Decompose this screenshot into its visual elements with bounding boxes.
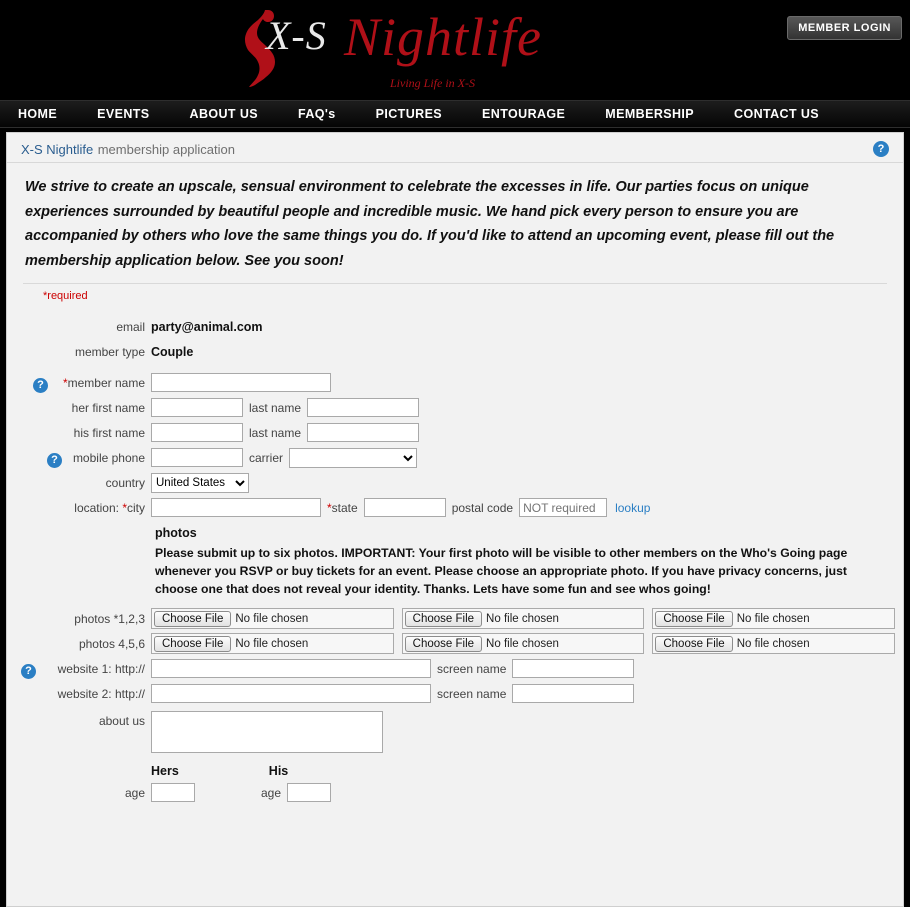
photos-123-label bbox=[7, 612, 151, 626]
carrier-select[interactable] bbox=[289, 448, 417, 468]
member-login-button[interactable]: MEMBER LOGIN bbox=[787, 16, 902, 40]
email-label: email bbox=[116, 319, 145, 334]
member-type-value: Couple bbox=[151, 344, 194, 359]
application-page bbox=[6, 132, 904, 907]
photo-6-file-cell[interactable] bbox=[652, 633, 895, 654]
website-2-label: website 2: http:// bbox=[57, 686, 145, 701]
postal-code-label: postal code bbox=[451, 500, 514, 515]
photo-5-file-cell[interactable] bbox=[402, 633, 645, 654]
her-first-name-label: her first name bbox=[71, 400, 145, 415]
row-website-1 bbox=[7, 656, 903, 681]
her-last-name-label: last name bbox=[249, 400, 302, 415]
website-1-label bbox=[7, 662, 151, 676]
site-logo[interactable] bbox=[232, 2, 552, 98]
city-required-star: * bbox=[122, 500, 127, 515]
nav-item-home[interactable]: HOME bbox=[18, 107, 58, 121]
her-last-name-input[interactable] bbox=[307, 398, 419, 417]
photos-section-heading: photos bbox=[155, 526, 197, 540]
photo-2-choose-file-button[interactable]: Choose File bbox=[405, 611, 482, 627]
row-email bbox=[7, 314, 903, 339]
photos-instructions: Please submit up to six photos. IMPORTANT: Your first photo will be visible to other members on the Who's Going page whenever you RSVP or buy tickets for an event. Please choose an appropriate photo. If you have privacy concerns, just choose one that does not reveal your identity. Thanks. Lets have some fun and see whos going! bbox=[155, 546, 848, 596]
his-last-name-input[interactable] bbox=[307, 423, 419, 442]
her-age-label: age bbox=[124, 785, 145, 800]
screen-name-2-input[interactable] bbox=[512, 684, 634, 703]
gender-column-headers bbox=[7, 764, 903, 778]
row-mobile-phone bbox=[7, 445, 903, 470]
logo-tagline: Living Life in X-S bbox=[390, 76, 475, 90]
hers-column-heading: Hers bbox=[151, 764, 179, 778]
photos-123-label-text: photos *1,2,3 bbox=[74, 611, 145, 626]
his-first-name-label: his first name bbox=[73, 425, 145, 440]
mobile-phone-label bbox=[7, 451, 151, 465]
page-title: membership application bbox=[97, 142, 235, 157]
member-name-input[interactable] bbox=[151, 373, 331, 392]
nav-item-pictures[interactable]: PICTURES bbox=[375, 107, 443, 121]
his-age-label: age bbox=[260, 785, 281, 800]
help-icon-member-name[interactable]: ? bbox=[33, 378, 48, 393]
photo-5-choose-file-button[interactable]: Choose File bbox=[405, 636, 482, 652]
photo-4-file-cell[interactable] bbox=[151, 633, 394, 654]
photo-1-file-cell[interactable] bbox=[151, 608, 394, 629]
country-label: country bbox=[105, 475, 145, 490]
row-his-name bbox=[7, 420, 903, 445]
page-titlebar bbox=[7, 133, 903, 163]
location-label-text: location: bbox=[74, 500, 119, 515]
help-icon-website[interactable]: ? bbox=[21, 664, 36, 679]
row-country bbox=[7, 470, 903, 495]
his-first-name-input[interactable] bbox=[151, 423, 243, 442]
carrier-label: carrier bbox=[249, 450, 284, 465]
main-navigation bbox=[0, 100, 910, 128]
website-1-label-text: website 1: http:// bbox=[57, 661, 145, 676]
required-note: *required bbox=[23, 283, 887, 302]
nav-item-about-us[interactable]: ABOUT US bbox=[189, 107, 259, 121]
site-header bbox=[0, 0, 910, 100]
page-brand: X-S Nightlife bbox=[21, 142, 94, 157]
logo-text-nightlife: Nightlife bbox=[344, 7, 542, 67]
his-age-input[interactable] bbox=[287, 783, 331, 802]
photo-6-file-name: No file chosen bbox=[736, 637, 810, 650]
photo-3-file-cell[interactable] bbox=[652, 608, 895, 629]
nav-item-membership[interactable]: MEMBERSHIP bbox=[605, 107, 695, 121]
photo-6-choose-file-button[interactable]: Choose File bbox=[655, 636, 732, 652]
screen-name-1-label: screen name bbox=[437, 661, 507, 676]
state-required-star: * bbox=[327, 500, 332, 515]
mobile-phone-label-text: mobile phone bbox=[72, 450, 145, 465]
her-first-name-input[interactable] bbox=[151, 398, 243, 417]
state-input[interactable] bbox=[364, 498, 446, 517]
state-label-text: state bbox=[331, 500, 358, 515]
his-column-heading: His bbox=[268, 764, 289, 778]
about-us-textarea[interactable] bbox=[151, 711, 383, 753]
row-her-name bbox=[7, 395, 903, 420]
country-select[interactable] bbox=[151, 473, 249, 493]
row-photos-456 bbox=[7, 631, 903, 656]
website-2-input[interactable] bbox=[151, 684, 431, 703]
photo-3-file-name: No file chosen bbox=[736, 612, 810, 625]
state-label bbox=[321, 501, 364, 515]
photos-456-label: photos 4,5,6 bbox=[78, 636, 145, 651]
intro-text: We strive to create an upscale, sensual environment to celebrate the excesses in life. Our parties focus on unique experiences surrounded by beautiful people and incredible music. We hand pick every person to ensure you are accompanied by others who love the same things you do. If you'd like to attend an upcoming event, please fill out the membership application below. See you soon! bbox=[25, 179, 835, 269]
postal-code-input[interactable] bbox=[519, 498, 607, 517]
nav-item-events[interactable]: EVENTS bbox=[97, 107, 150, 121]
about-us-label: about us bbox=[98, 714, 145, 728]
photo-3-choose-file-button[interactable]: Choose File bbox=[655, 611, 732, 627]
member-name-label bbox=[7, 376, 151, 390]
screen-name-1-input[interactable] bbox=[512, 659, 634, 678]
his-last-name-label: last name bbox=[249, 425, 302, 440]
help-icon-mobile-phone[interactable]: ? bbox=[47, 453, 62, 468]
photo-2-file-name: No file chosen bbox=[486, 612, 559, 625]
logo-text-xs: X-S bbox=[266, 13, 327, 58]
row-website-2 bbox=[7, 681, 903, 706]
membership-form bbox=[7, 302, 903, 805]
email-value: party@animal.com bbox=[151, 319, 263, 334]
row-age bbox=[7, 780, 903, 805]
screen-name-2-label: screen name bbox=[437, 686, 507, 701]
nav-item-contact-us[interactable]: CONTACT US bbox=[734, 107, 820, 121]
nav-item-entourage[interactable]: ENTOURAGE bbox=[482, 107, 566, 121]
lookup-link[interactable]: lookup bbox=[615, 500, 651, 515]
her-age-input[interactable] bbox=[151, 783, 195, 802]
required-star: * bbox=[62, 375, 68, 390]
website-1-input[interactable] bbox=[151, 659, 431, 678]
photo-1-choose-file-button[interactable]: Choose File bbox=[154, 611, 231, 627]
row-photos-123 bbox=[7, 606, 903, 631]
help-icon[interactable]: ? bbox=[873, 141, 889, 157]
row-member-type bbox=[7, 339, 903, 364]
member-name-label-text: member name bbox=[67, 375, 145, 390]
photo-2-file-cell[interactable] bbox=[402, 608, 645, 629]
photo-4-choose-file-button[interactable]: Choose File bbox=[154, 636, 231, 652]
city-input[interactable] bbox=[151, 498, 321, 517]
photo-5-file-name: No file chosen bbox=[486, 637, 559, 650]
row-member-name bbox=[7, 370, 903, 395]
photo-1-file-name: No file chosen bbox=[235, 612, 309, 625]
mobile-phone-input[interactable] bbox=[151, 448, 243, 467]
location-label bbox=[7, 501, 151, 515]
member-type-label: member type bbox=[74, 344, 145, 359]
nav-item-faqs[interactable]: FAQ's bbox=[298, 107, 336, 121]
city-label: city bbox=[127, 500, 145, 515]
row-about-us bbox=[7, 710, 903, 754]
photo-4-file-name: No file chosen bbox=[235, 637, 309, 650]
row-location bbox=[7, 495, 903, 520]
